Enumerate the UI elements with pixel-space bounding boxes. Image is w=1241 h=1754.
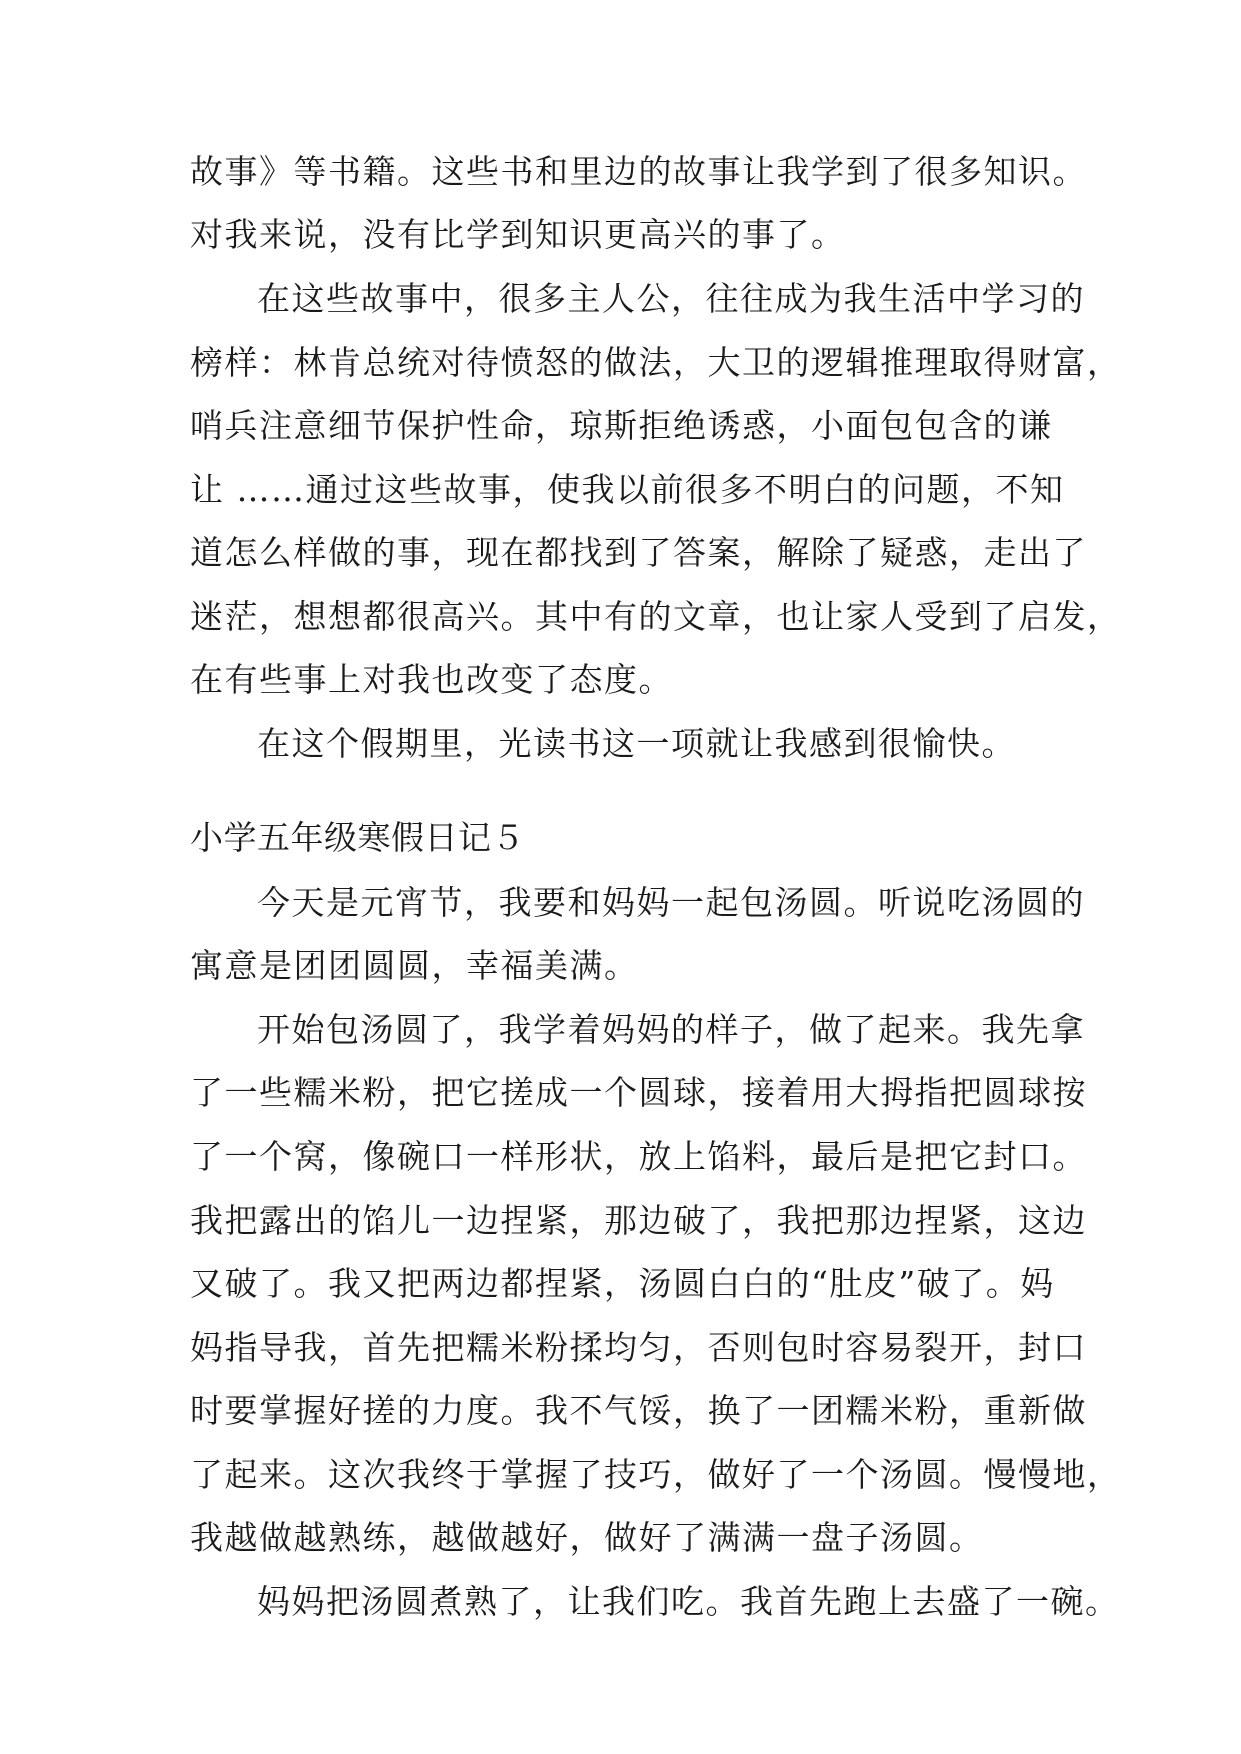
text-line: 我越做越熟练，越做越好，做好了满满一盘子汤圆。 — [190, 1518, 984, 1557]
text-line: 对我来说，没有比学到知识更高兴的事了。 — [190, 215, 846, 254]
text-line: 寓意是团团圆圆，幸福美满。 — [190, 946, 639, 985]
paragraph-start: 妈妈把汤圆煮熟了，让我们吃。我首先跑上去盛了一碗。 — [257, 1582, 1120, 1621]
paragraph-start: 在这些故事中，很多主人公，往往成为我生活中学习的 — [257, 279, 1085, 318]
text-line: 了起来。这次我终于掌握了技巧，做好了一个汤圆。慢慢地， — [190, 1455, 1122, 1494]
text-line: 故事》等书籍。这些书和里边的故事让我学到了很多知识。 — [190, 152, 1087, 191]
text-line: 哨兵注意细节保护性命，琼斯拒绝诱惑，小面包包含的谦 — [190, 406, 1053, 445]
text-line: 了一些糯米粉，把它搓成一个圆球，接着用大拇指把圆球按 — [190, 1073, 1087, 1112]
text-line: 让 ……通过这些故事，使我以前很多不明白的问题，不知 — [190, 470, 1065, 509]
text-line: 在有些事上对我也改变了态度。 — [190, 660, 673, 699]
paragraph-start: 在这个假期里，光读书这一项就让我感到很愉快。 — [257, 724, 1016, 763]
paragraph-start: 开始包汤圆了，我学着妈妈的样子，做了起来。我先拿 — [257, 1010, 1085, 1049]
text-line: 了一个窝，像碗口一样形状，放上馅料，最后是把它封口。 — [190, 1137, 1087, 1176]
text-line: 时要掌握好搓的力度。我不气馁，换了一团糯米粉，重新做 — [190, 1391, 1087, 1430]
text-line: 我把露出的馅儿一边捏紧，那边破了，我把那边捏紧，这边 — [190, 1201, 1087, 1240]
text-line: 又破了。我又把两边都捏紧，汤圆白白的“肚皮”破了。妈 — [190, 1264, 1055, 1303]
text-line: 妈指导我，首先把糯米粉揉均匀，否则包时容易裂开，封口 — [190, 1328, 1087, 1367]
text-line: 榜样：林肯总统对待愤怒的做法，大卫的逻辑推理取得财富， — [190, 343, 1122, 382]
text-line: 道怎么样做的事，现在都找到了答案，解除了疑惑，走出了 — [190, 533, 1087, 572]
text-line: 迷茫，想想都很高兴。其中有的文章，也让家人受到了启发， — [190, 597, 1122, 636]
section-heading: 小学五年级寒假日记５ — [190, 818, 525, 857]
paragraph-start: 今天是元宵节，我要和妈妈一起包汤圆。听说吃汤圆的 — [257, 883, 1085, 922]
